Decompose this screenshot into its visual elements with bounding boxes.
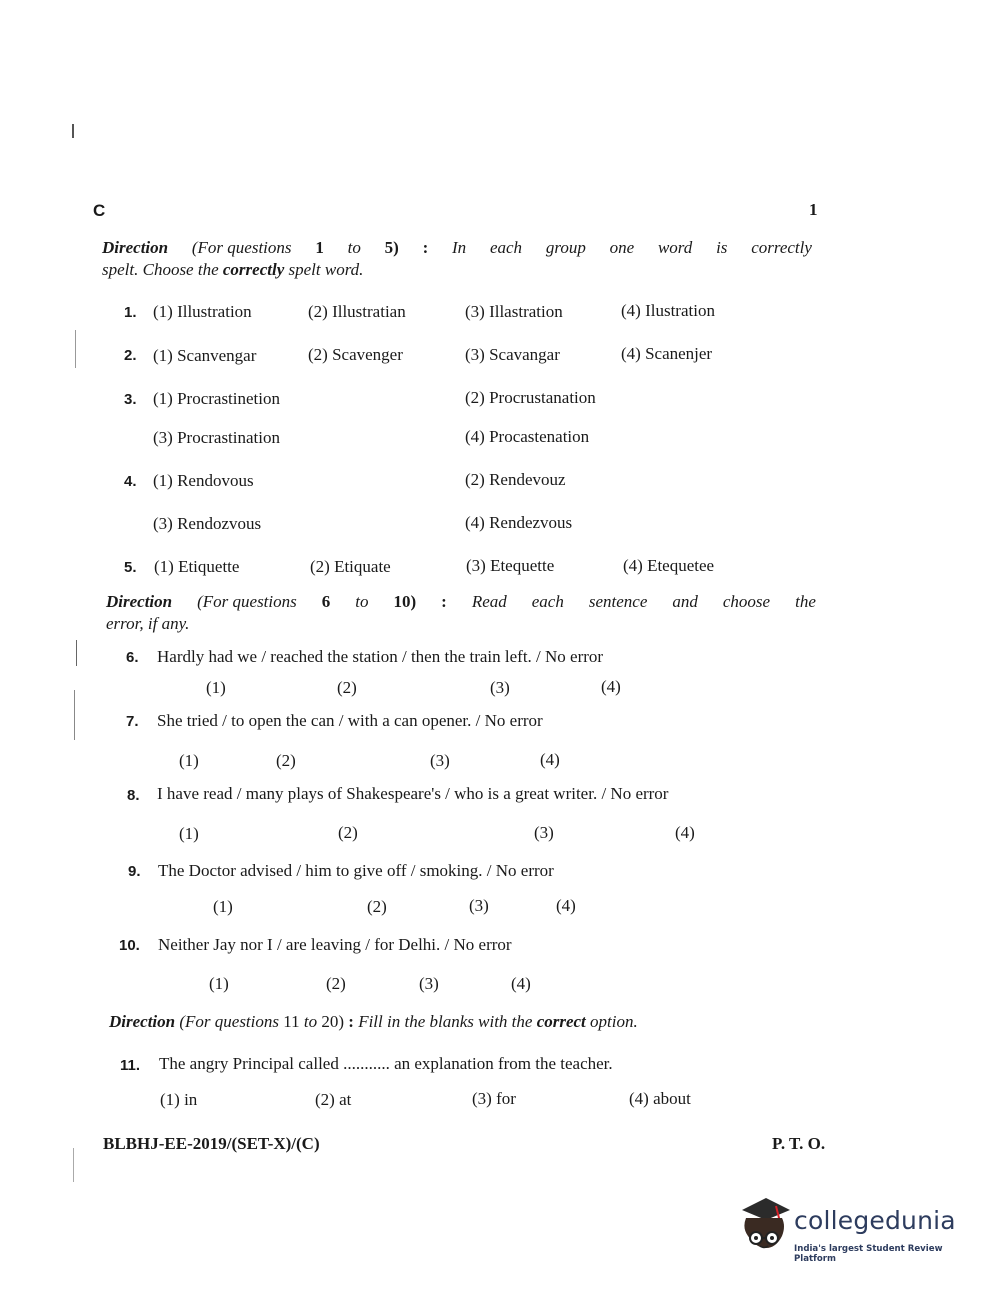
option[interactable]: (1) in (160, 1090, 198, 1109)
option[interactable]: (2) Scavenger (308, 345, 403, 364)
option[interactable]: (1) Illustration (153, 302, 252, 321)
option[interactable]: (2) Illustratian (308, 302, 406, 321)
option[interactable]: (1) Rendovous (153, 471, 254, 490)
part-label[interactable]: (3) (419, 974, 439, 993)
question-number: 8. (127, 787, 140, 804)
option[interactable]: (2) Procrustanation (465, 388, 596, 407)
paper-code: BLBHJ-EE-2019/(SET-X)/(C) (103, 1134, 320, 1153)
part-label[interactable]: (3) (430, 751, 450, 770)
option[interactable]: (3) Procrastination (153, 428, 280, 447)
part-label[interactable]: (3) (469, 896, 489, 915)
brand-name: collegedunia (794, 1206, 956, 1235)
question-number: 1. (124, 304, 137, 321)
part-label[interactable]: (4) (601, 677, 621, 696)
student-mascot-icon (736, 1196, 794, 1256)
option[interactable]: (4) about (629, 1089, 691, 1108)
question-number: 3. (124, 391, 137, 408)
question-text: Neither Jay nor I / are leaving / for Delhi. / No error (158, 935, 512, 954)
option[interactable]: (1) Procrastinetion (153, 389, 280, 408)
option[interactable]: (2) Etiquate (310, 557, 391, 576)
option[interactable]: (4) Etequetee (623, 556, 715, 575)
option[interactable]: (4) Rendezvous (465, 513, 573, 532)
scan-mark (72, 124, 74, 138)
option[interactable]: (2) Rendevouz (465, 470, 566, 489)
direction-2: Direction (For questions 6 to 10) : Read each sentence and choose the error, if any. (106, 592, 816, 633)
option[interactable]: (3) Illastration (465, 302, 563, 321)
pto-label: P. T. O. (772, 1134, 826, 1153)
direction-1: Direction (For questions 1 to 5) : In each group one word is correctly spelt. Choose the correctly spelt word. (102, 238, 812, 279)
question-number: 9. (128, 863, 141, 880)
question-text: I have read / many plays of Shakespeare's / who is a great writer. / No error (157, 784, 669, 803)
part-label[interactable]: (4) (675, 823, 695, 842)
option[interactable]: (2) at (315, 1090, 352, 1109)
question-number: 5. (124, 559, 137, 576)
option[interactable]: (3) Rendozvous (153, 514, 262, 533)
part-label[interactable]: (2) (338, 823, 358, 842)
part-label[interactable]: (4) (556, 896, 576, 915)
question-text: The Doctor advised / him to give off / smoking. / No error (158, 861, 554, 880)
option[interactable]: (3) Scavangar (465, 345, 560, 364)
part-label[interactable]: (4) (540, 750, 560, 769)
option[interactable]: (4) Procastenation (465, 427, 590, 446)
option[interactable]: (3) for (472, 1089, 516, 1108)
collegedunia-logo (736, 1196, 966, 1262)
part-label[interactable]: (1) (206, 678, 226, 697)
direction-label: Direction (102, 238, 169, 257)
scan-mark (76, 640, 77, 666)
part-label[interactable]: (3) (534, 823, 554, 842)
option[interactable]: (4) Ilustration (621, 301, 715, 320)
scan-mark (74, 690, 75, 740)
option[interactable]: (4) Scanenjer (621, 344, 713, 363)
brand-tagline: India's largest Student Review Platform (794, 1244, 943, 1264)
part-label[interactable]: (4) (511, 974, 531, 993)
question-number: 7. (126, 713, 139, 730)
question-text: Hardly had we / reached the station / then the train left. / No error (157, 647, 604, 666)
option[interactable]: (1) Etiquette (154, 557, 240, 576)
question-number: 11. (120, 1057, 141, 1074)
part-label[interactable]: (2) (337, 678, 357, 697)
direction-label: Direction (106, 592, 173, 611)
direction-label: Direction (109, 1012, 176, 1031)
part-label[interactable]: (1) (179, 824, 199, 843)
part-label[interactable]: (2) (276, 751, 296, 770)
page-number: 1 (809, 200, 818, 219)
direction-3: Direction (For questions 11 to 20) : Fill in the blanks with the correct option. (109, 1012, 638, 1031)
question-text: The angry Principal called ........... an explanation from the teacher. (159, 1054, 613, 1073)
option[interactable]: (3) Etequette (466, 556, 555, 575)
question-text: She tried / to open the can / with a can opener. / No error (157, 711, 543, 730)
part-label[interactable]: (2) (326, 974, 346, 993)
part-label[interactable]: (2) (367, 897, 387, 916)
option[interactable]: (1) Scanvengar (153, 346, 257, 365)
question-number: 4. (124, 473, 137, 490)
part-label[interactable]: (1) (179, 751, 199, 770)
part-label[interactable]: (1) (209, 974, 229, 993)
scan-mark (75, 330, 76, 368)
scan-mark (73, 1148, 74, 1182)
question-number: 10. (119, 937, 140, 954)
part-label[interactable]: (1) (213, 897, 233, 916)
question-number: 6. (126, 649, 139, 666)
question-number: 2. (124, 347, 137, 364)
part-label[interactable]: (3) (490, 678, 510, 697)
set-code: C (93, 201, 106, 220)
